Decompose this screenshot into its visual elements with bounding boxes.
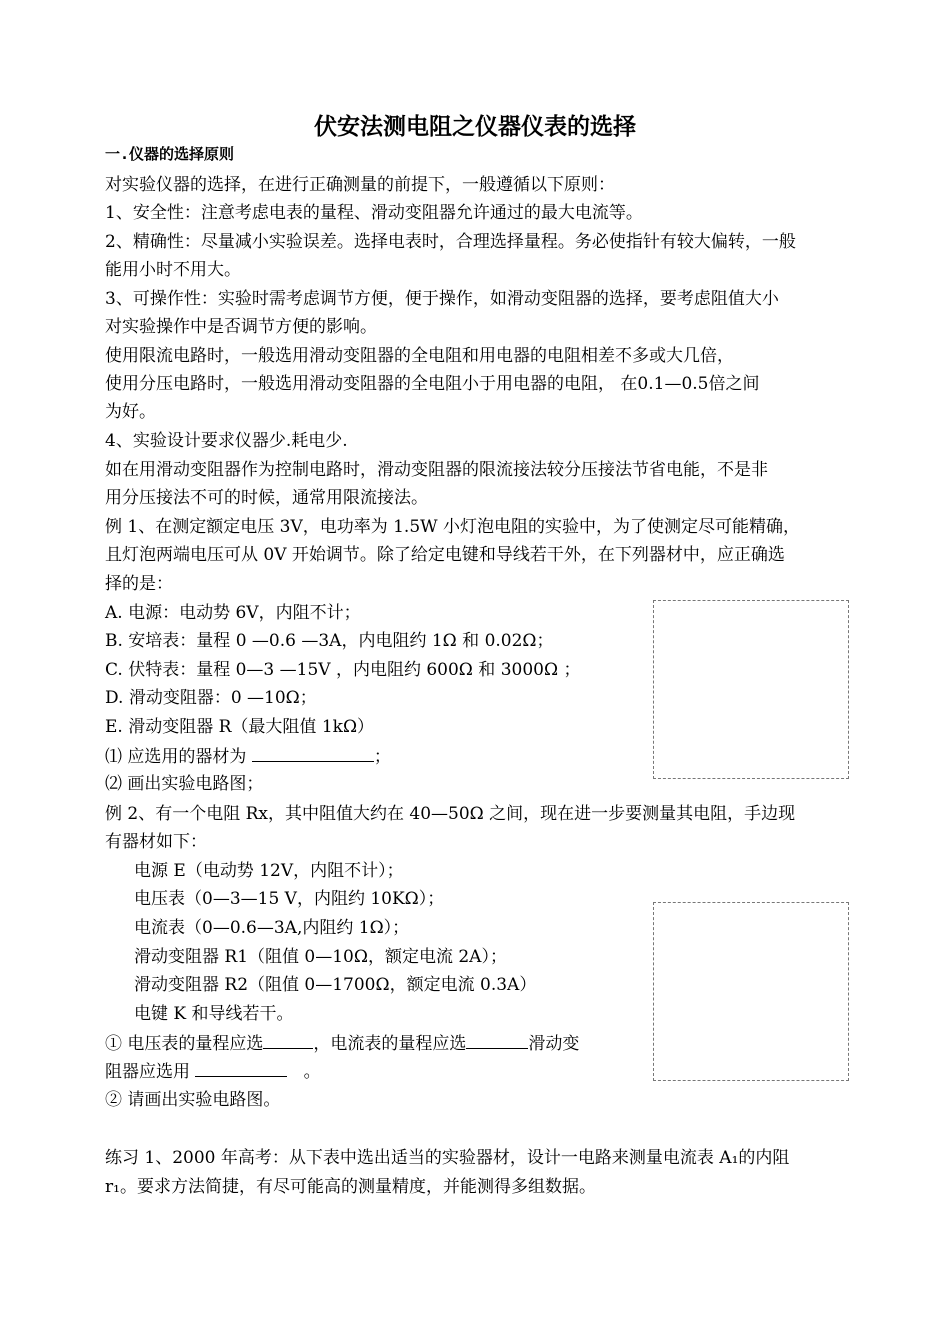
page-title: 伏安法测电阻之仪器仪表的选择 [314,114,636,140]
principle-economy: 4、实验设计要求仪器少.耗电少. [105,431,348,451]
example2-subquestion-1-label-c: 滑动变 [528,1034,580,1054]
answer-blank-ammeter[interactable] [466,1032,528,1049]
paragraph-intro: 对实验仪器的选择，在进行正确测量的前提下，一般遵循以下原则： [105,175,615,195]
paragraph-control-line2: 用分压接法不可的时候，通常用限流接法。 [105,488,428,508]
example2-subquestion-1-line2 [105,1060,321,1083]
section-heading: 一.仪器的选择原则 [105,145,235,163]
example1-question-line2: 且灯泡两端电压可从 0V 开始调节。除了给定电键和导线若干外，在下列器材中，应正确选 [105,545,785,565]
paragraph-voltage-divider-line2: 为好。 [105,402,156,422]
example2-question-line1: 例 2、有一个电阻 Rx，其中阻值大约在 40—50Ω 之间，现在进一步要测量其电阻，手边现 [105,804,796,824]
example2-item-power: 电源 E（电动势 12V，内阻不计）； [134,861,404,881]
example1-option-b: B. 安培表：量程 0 —0.6 —3A，内电阻约 1Ω 和 0.02Ω； [105,631,554,651]
example1-option-e: E. 滑动变阻器 R（最大阻值 1kΩ） [105,717,375,737]
example2-question-line2: 有器材如下： [105,832,207,852]
circuit-diagram-box-2 [653,902,849,1081]
example1-subquestion-2: ⑵ 画出实验电路图； [105,774,264,794]
example2-item-voltmeter: 电压表（0—3—15 V，内阻约 10KΩ）； [134,889,445,909]
answer-blank-voltmeter[interactable] [263,1032,313,1049]
example1-subquestion-1-end: ； [373,747,391,767]
example2-subquestion-1-line1 [105,1032,579,1055]
answer-blank-rheostat[interactable] [195,1060,287,1077]
paragraph-control-line1: 如在用滑动变阻器作为控制电路时，滑动变阻器的限流接法较分压接法节省电能，不是非 [105,460,768,480]
example2-subquestion-2: ② 请画出实验电路图。 [105,1090,281,1110]
circuit-diagram-box-1 [653,600,849,779]
example2-subquestion-1-label-b: ，电流表的量程应选 [313,1034,467,1054]
principle-accuracy-line2: 能用小时不用大。 [105,260,241,280]
example2-subquestion-1-label-d: 阻器应选用 [105,1062,190,1082]
example1-option-a: A. 电源：电动势 6V，内阻不计； [105,603,361,623]
example1-question-line1: 例 1、在测定额定电压 3V，电功率为 1.5W 小灯泡电阻的实验中，为了使测定尽可能精确， [105,517,801,537]
example2-subquestion-1-label-a: ① 电压表的量程应选 [105,1034,264,1054]
example1-subquestion-1 [105,745,391,768]
principle-operability-line2: 对实验操作中是否调节方便的影响。 [105,317,377,337]
practice1-line2: r₁。要求方法简捷，有尽可能高的测量精度，并能测得多组数据。 [105,1177,596,1197]
principle-operability-line1: 3、可操作性：实验时需考虑调节方便，便于操作，如滑动变阻器的选择，要考虑阻值大小 [105,289,779,309]
example1-subquestion-1-label: ⑴ 应选用的器材为 [105,747,247,767]
answer-blank[interactable] [252,745,374,762]
principle-safety: 1、安全性：注意考虑电表的量程、滑动变阻器允许通过的最大电流等。 [105,203,643,223]
example2-item-rheostat-r1: 滑动变阻器 R1（阻值 0—10Ω，额定电流 2A）； [134,947,507,967]
practice1-line1: 练习 1、2000 年高考：从下表中选出适当的实验器材，设计一电路来测量电流表 A₁的内阻 [105,1148,790,1168]
example1-question-line3: 择的是： [105,574,173,594]
paragraph-voltage-divider-line1: 使用分压电路时，一般选用滑动变阻器的全电阻小于用电器的电阻， 在0.1—0.5倍之间 [105,374,760,394]
example2-item-ammeter: 电流表（0—0.6—3A,内阻约 1Ω）； [134,918,410,938]
paragraph-current-limiting: 使用限流电路时，一般选用滑动变阻器的全电阻和用电器的电阻相差不多或大几倍， [105,346,734,366]
example1-option-c: C. 伏特表：量程 0—3 —15V ，内电阻约 600Ω 和 3000Ω ； [105,660,581,680]
example2-subquestion-1-label-e: 。 [303,1062,321,1082]
example2-item-switch: 电键 K 和导线若干。 [134,1004,294,1024]
example2-item-rheostat-r2: 滑动变阻器 R2（阻值 0—1700Ω，额定电流 0.3A） [134,975,537,995]
principle-accuracy-line1: 2、精确性：尽量减小实验误差。选择电表时，合理选择量程。务必使指针有较大偏转，一般 [105,232,796,252]
example1-option-d: D. 滑动变阻器：0 —10Ω； [105,688,317,708]
